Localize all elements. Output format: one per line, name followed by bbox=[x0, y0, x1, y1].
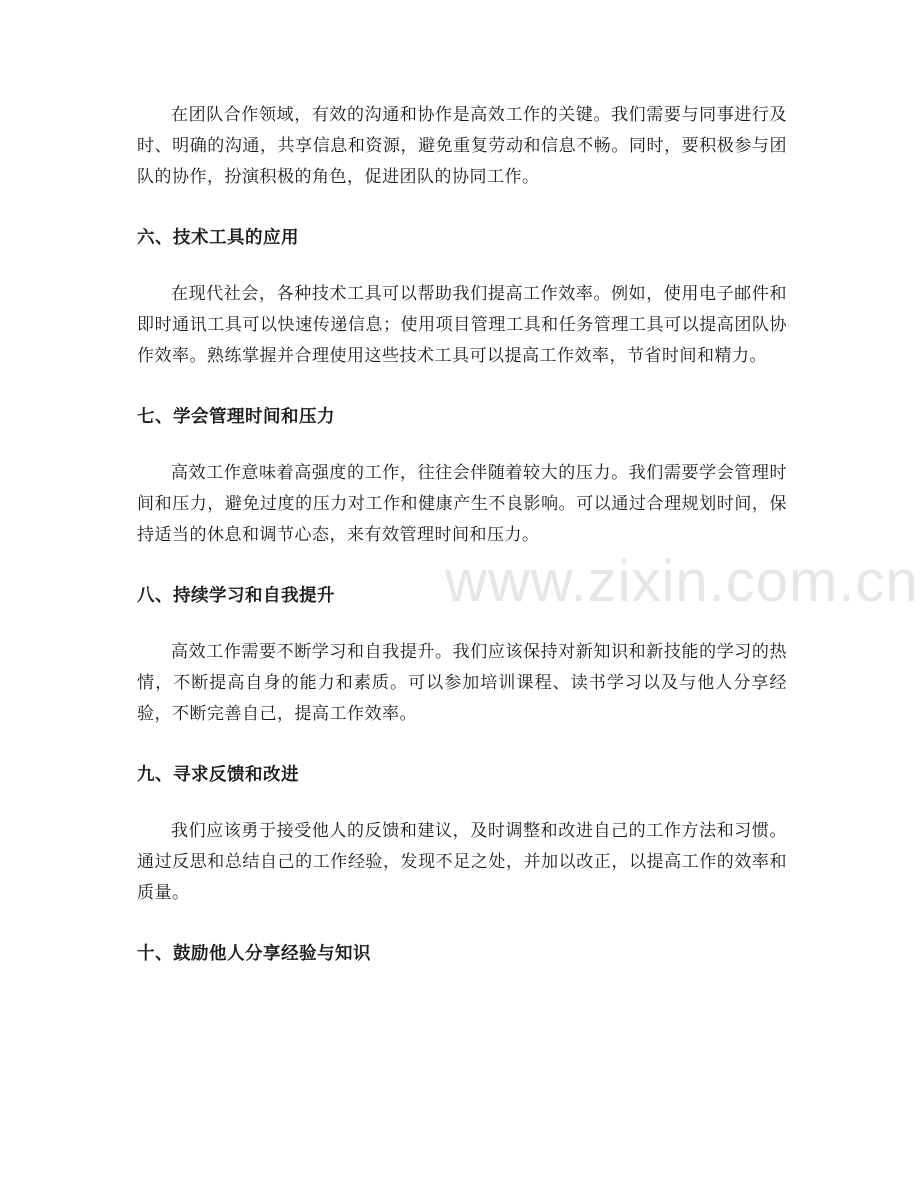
heading-continuous-learning: 八、持续学习和自我提升 bbox=[137, 586, 335, 606]
heading-feedback: 九、寻求反馈和改进 bbox=[137, 765, 299, 785]
paragraph-continuous-learning: 高效工作需要不断学习和自我提升。我们应该保持对新知识和新技能的学习的热情，不断提高自身的能力和素质。可以参加培训课程、读书学习以及与他人分享经验，不断完善自己，提高工作效率。 bbox=[137, 642, 787, 724]
heading-tech-tools: 六、技术工具的应用 bbox=[137, 228, 299, 248]
paragraph-feedback: 我们应该勇于接受他人的反馈和建议，及时调整和改进自己的工作方法和习惯。通过反思和总结自己的工作经验，发现不足之处，并加以改正，以提高工作的效率和质量。 bbox=[137, 821, 787, 903]
heading-share-knowledge: 十、鼓励他人分享经验与知识 bbox=[137, 944, 371, 964]
watermark: www.zixin.com.cn bbox=[445, 549, 919, 614]
paragraph-tech-tools: 在现代社会，各种技术工具可以帮助我们提高工作效率。例如，使用电子邮件和即时通讯工具可以快速传递信息；使用项目管理工具和任务管理工具可以提高团队协作效率。熟练掌握并合理使用这些技术工具可以提高工作效率，节省时间和精力。 bbox=[137, 284, 787, 366]
document-body bbox=[137, 100, 787, 970]
heading-time-pressure: 七、学会管理时间和压力 bbox=[137, 407, 335, 427]
paragraph-time-pressure: 高效工作意味着高强度的工作，往往会伴随着较大的压力。我们需要学会管理时间和压力，避免过度的压力对工作和健康产生不良影响。可以通过合理规划时间，保持适当的休息和调节心态，来有效管理时间和压力。 bbox=[137, 463, 787, 545]
paragraph-teamwork: 在团队合作领域，有效的沟通和协作是高效工作的关键。我们需要与同事进行及时、明确的沟通，共享信息和资源，避免重复劳动和信息不畅。同时，要积极参与团队的协作，扮演积极的角色，促进团队的协同工作。 bbox=[137, 105, 787, 187]
